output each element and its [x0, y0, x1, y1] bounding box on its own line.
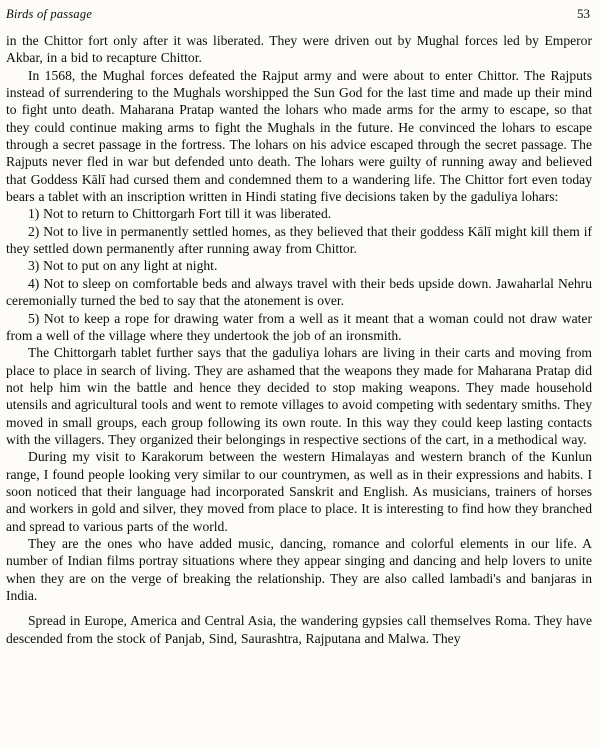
list-item-decision-5: 5) Not to keep a rope for drawing water from a well as it meant that a woman could not draw water from a well of the village where they undertook the job of an ironsmith. [6, 310, 592, 343]
list-item-decision-4: 4) Not to sleep on comfortable beds and always travel with their beds upside down. Jawaharlal Nehru ceremonially turned the bed to say that the atonement is over. [6, 275, 592, 309]
page-body [6, 32, 592, 647]
list-item-decision-3: 3) Not to put on any light at night. [28, 258, 218, 274]
paragraph: They are the ones who have added music, dancing, romance and colorful elements in our life. A number of Indian films portray situations where they appear singing and dancing and help lovers to unite when they are on the verge of breaking the relationship. They are also called lambadi's and banjaras in India. [6, 535, 592, 603]
list-item-decision-1: 1) Not to return to Chittorgarh Fort till it was liberated. [28, 206, 332, 222]
paragraph: The Chittorgarh tablet further says that the gaduliya lohars are living in their carts and moving from place to place in search of living. They are ashamed that the weapons they made for Maharana Pratap did not help him win the battle and hence they decided to stop making weapons. They made household utensils and agricultural tools and went to remote villages to avoid competing with sedentary smiths. They moved in small groups, each group following its own route. In this way they could keep lasting contacts with the villagers. They organized their belongings in respective sections of the cart, in a methodical way. [6, 345, 592, 447]
page-header [6, 6, 592, 22]
list-item-decision-2: 2) Not to live in permanently settled homes, as they believed that their goddess Kālī might kill them if they settled down permanently after running away from Chittor. [6, 223, 592, 257]
paragraph: in the Chittor fort only after it was liberated. They were driven out by Mughal forces led by Emperor Akbar, in a bid to recapture Chittor. [6, 33, 592, 66]
paragraph: In 1568, the Mughal forces defeated the Rajput army and were about to enter Chittor. The Rajputs instead of surrendering to the Mughals worshipped the Sun God for the last time and made up their mind to fight unto death. Maharana Pratap wanted the lohars who made arms for the army to escape, so that they could continue making arms to fight the Mughals in the future. He convinced the lohars to escape through a secret passage in the fortress. The lohars on his advice escaped through the secret passage. The Rajputs never fled in war but defended unto death. The lohars were guilty of running away and believed that Goddess Kālī had cursed them and condemned them to a wandering life. The Chittor fort even today bears a tablet with an inscription written in Hindi stating five decisions taken by the gaduliya lohars: [6, 67, 592, 205]
running-title: Birds of passage [6, 7, 93, 21]
page-number: 53 [577, 6, 590, 21]
paragraph: During my visit to Karakorum between the western Himalayas and western branch of the Kunlun range, I found people looking very similar to our countrymen, as well as in their expressions and habits. I soon noticed that their language had incorporated Sanskrit and English. As musicians, trainers of horses and workers in gold and silver, they moved from place to place. It is interesting to find how they branched and spread to various parts of the world. [6, 449, 592, 534]
paragraph: Spread in Europe, America and Central Asia, the wandering gypsies call themselves Roma. They have descended from the stock of Panjab, Sind, Saurashtra, Rajputana and Malwa. They [6, 613, 592, 646]
